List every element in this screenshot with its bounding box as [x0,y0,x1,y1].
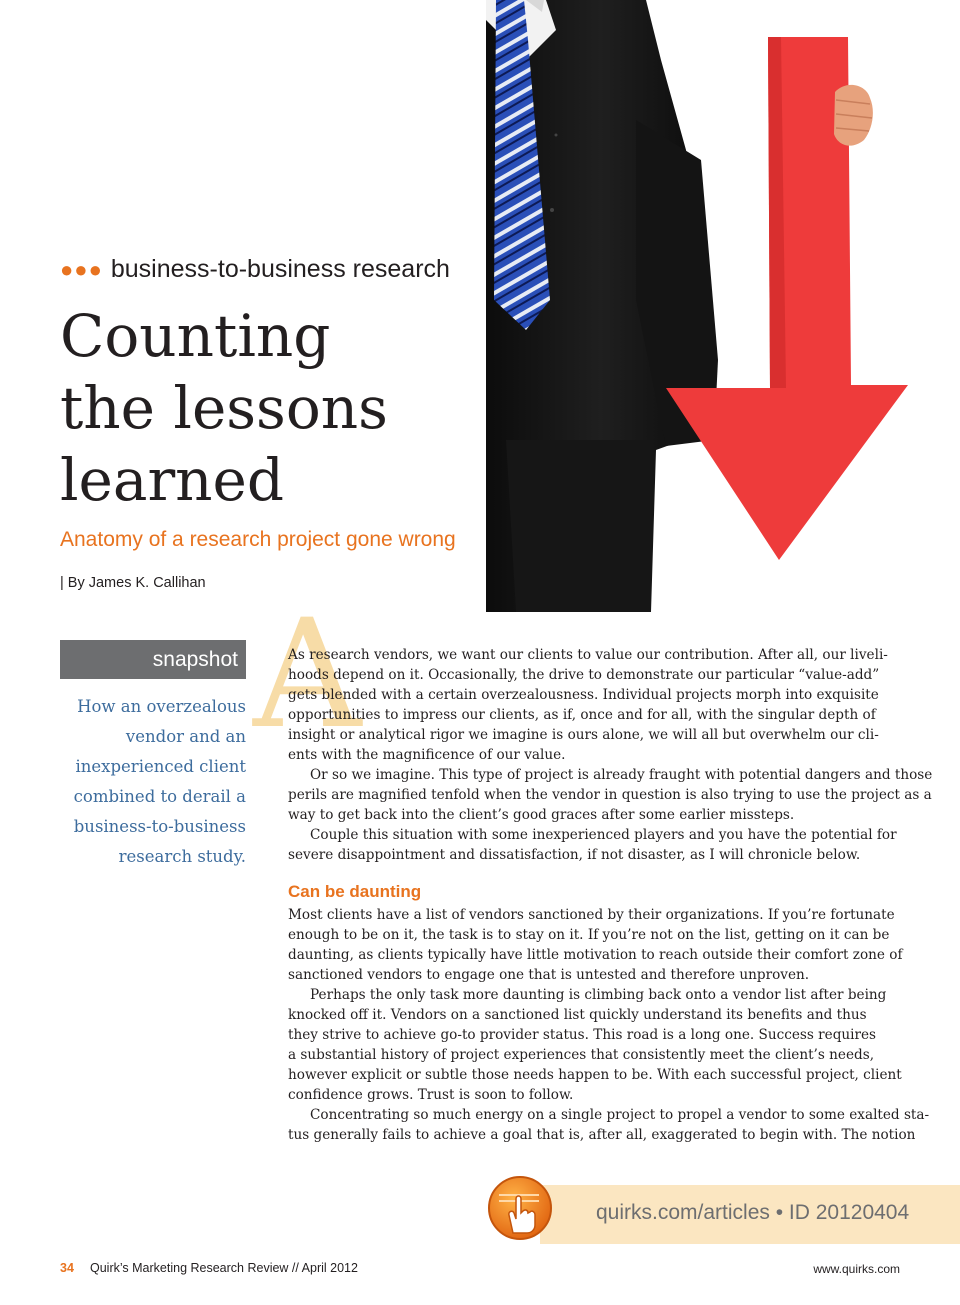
body-line: Couple this situation with some inexperienced players and you have the potential for [310,827,897,843]
article-title [60,300,480,516]
body-line: way to get back into the client’s good graces after some earlier missteps. [288,807,795,823]
body-line: tus generally fails to achieve a goal that is, after all, exaggerated to begin with. The notion [288,1127,916,1143]
kicker-text: business-to-business research [110,255,450,283]
drop-cap: A [253,588,362,762]
bullet-dots-icon: ●●● [60,257,103,282]
article-body-intro [288,645,933,865]
title-line-3: learned [60,446,284,514]
article-body-section [288,905,930,1145]
title-line-2: the lessons [60,374,388,442]
body-line: severe disappointment and dissatisfaction, if not disaster, as I will chronicle below. [288,847,861,863]
snapshot-line: vendor and an [125,727,246,746]
title-line-1: Counting [60,302,331,370]
magazine-issue: Quirk’s Marketing Research Review // April 2012 [90,1261,358,1275]
snapshot-line: business-to-business [73,817,246,836]
body-line: Perhaps the only task more daunting is climbing back onto a vendor list after being [310,987,887,1003]
byline: | By James K. Callihan [60,575,206,591]
body-line: daunting, as clients typically have little motivation to reach outside their comfort zone of [288,947,903,963]
body-line: enough to be on it, the task is to stay on it. If you’re not on the list, getting on it can be [288,927,890,943]
body-line: Concentrating so much energy on a single project to propel a vendor to some exalted sta- [310,1107,930,1123]
snapshot-label: snapshot [60,640,246,679]
page-number: 34 [60,1261,74,1275]
snapshot-line: research study. [118,847,246,866]
hand-pointer-icon[interactable] [487,1175,553,1241]
section-kicker [60,255,450,284]
body-line: sanctioned vendors to engage one that is untested and therefore unproven. [288,967,810,983]
body-line: confidence grows. Trust is soon to follow. [288,1087,574,1103]
body-line: Or so we imagine. This type of project is already fraught with potential dangers and those [310,767,933,783]
body-line: they strive to achieve go-to provider status. This road is a long one. Success requires [288,1027,877,1043]
website-url[interactable]: www.quirks.com [813,1262,900,1276]
section-heading: Can be daunting [288,882,422,901]
body-line: Most clients have a list of vendors sanctioned by their organizations. If you’re fortunate [288,907,895,923]
snapshot-line: How an overzealous [77,697,246,716]
snapshot-line: inexperienced client [75,757,246,776]
businessman-arrow-photo [486,0,960,612]
snapshot-summary [60,692,246,872]
snapshot-line: combined to derail a [73,787,246,806]
body-line: As research vendors, we want our clients to value our contribution. After all, our liveli- [288,647,888,663]
body-line: insight or analytical rigor we imagine is ours alone, we will all but overwhelm our cli- [288,727,879,743]
article-link-text[interactable]: quirks.com/articles • ID 20120404 [596,1201,910,1224]
body-line: gets blended with a certain overzealousness. Individual projects morph into exquisite [288,687,879,703]
body-line: hoods depend on it. Occasionally, the drive to demonstrate our particular “value-add” [288,667,880,683]
article-subtitle: Anatomy of a research project gone wrong [60,528,456,551]
body-line: a substantial history of project experiences that consistently meet the client’s needs, [288,1047,875,1063]
body-line: ents with the magnificence of our value. [288,747,566,763]
body-line: opportunities to impress our clients, as if, once and for all, with the singular depth of [288,707,876,723]
body-line: perils are magnified tenfold when the vendor in question is also trying to use the project as a [288,787,932,803]
body-line: knocked off it. Vendors on a sanctioned list quickly understand its benefits and thus [288,1007,867,1023]
body-line: however explicit or subtle those needs happen to be. With each successful project, client [288,1067,902,1083]
